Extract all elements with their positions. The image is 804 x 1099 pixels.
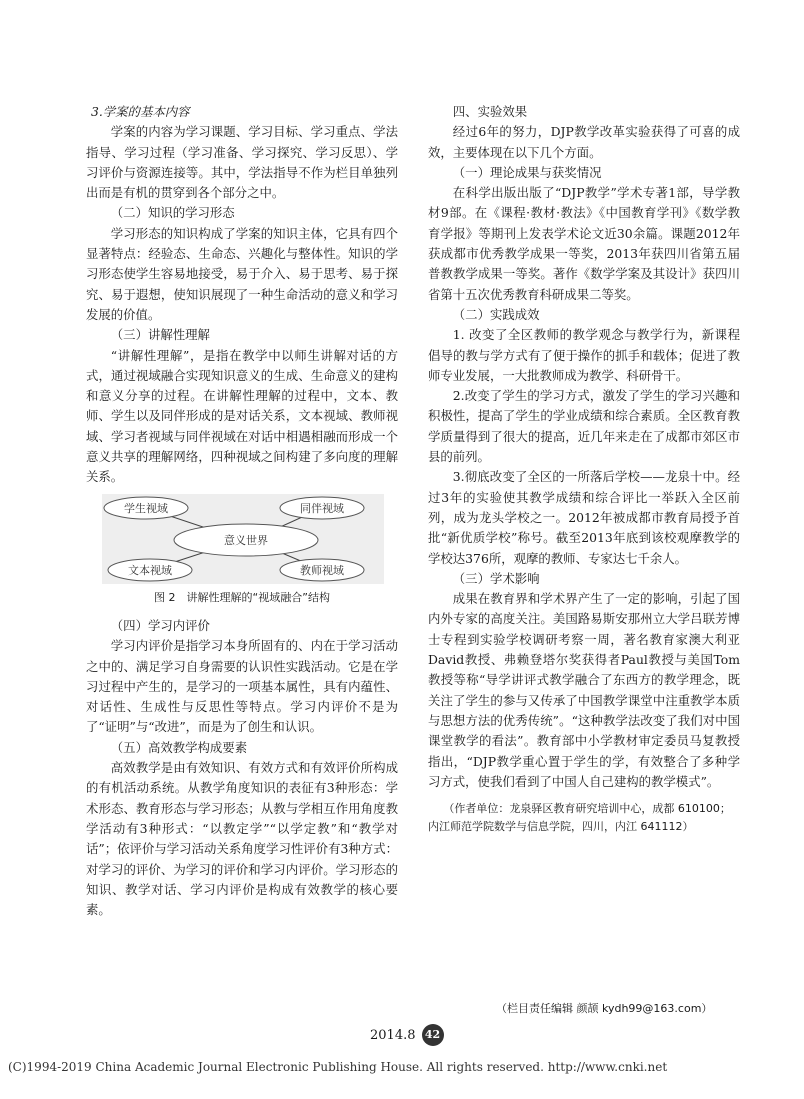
paragraph: 经过6年的努力，DJP教学改革实验获得了可喜的成效，主要体现在以下几个方面。 — [428, 124, 740, 160]
paragraph: 成果在教育界和学术界产生了一定的影响，引起了国内外专家的高度关注。美国路易斯安那州立大学吕联芳博士专程到实验学校调研考察一周，著名教育家澳大利亚David教授、弗赖登塔尔奖获得者Paul教授与美国Tom教授等称“导学讲评式教学融合了东西方的教学理念，既关注了学生的参与又传承了中国教学课堂中注重教学本质与思想方法的优秀传统”。“这种教学法改变了我们对中国课堂教学的看法”。教育部中小学教材审定委员马复教授指出，“DJP教学重心置于学生的学，有效整合了多种学习方式，使我们看到了中国人自己建构的教学模式”。 — [428, 591, 740, 789]
section-heading-4: 四、实验效果 — [452, 104, 528, 119]
horizon-fusion-diagram — [86, 494, 398, 584]
column-editor-note: （栏目责任编辑 颜颉 kydh99@163.com） — [496, 1002, 713, 1015]
author-affiliation-line1: （作者单位：龙泉驿区教育研究培训中心，成都 610100； — [443, 802, 731, 816]
page-footer — [370, 1024, 444, 1046]
left-column — [86, 102, 398, 920]
label-meaning-world: 意义世界 — [224, 533, 268, 547]
right-column — [428, 102, 740, 836]
label-text-horizon: 文本视域 — [128, 563, 172, 577]
paragraph: 学习内评价是指学习本身所固有的、内在于学习活动之中的、满足学习自身需要的认识性实践活动。它是在学习过程中产生的，是学习的一项基本属性，具有内蕴性、对话性、生成性与反思性等特点。学习内评价不是为了“证明”与“改进”，而是为了创生和认识。 — [86, 638, 398, 735]
section-heading-xueshu: （三）学术影响 — [452, 570, 540, 586]
paragraph: 3.彻底改变了全区的一所落后学校——龙泉十中。经过3年的实验使其教学成绩和综合评比一举跃入全区前列，成为龙头学校之一。2012年被成都市教育局授予首批“新优质学校”称号。截至2013年底到该校观摩教学的学校达376所，观摩的教师、专家达七千余人。 — [428, 469, 740, 566]
section-heading-lilun: （一）理论成果与获奖情况 — [452, 164, 602, 180]
paragraph: 学案的内容为学习课题、学习目标、学习重点、学法指导、学习过程（学习准备、学习探究、学习反思）、学习评价与资源连接等。其中，学法指导不作为栏目单独列出而是有机的贯穿到各个部分之中。 — [86, 124, 398, 201]
copyright-notice: (C)1994-2019 China Academic Journal Electronic Publishing House. All rights reserved. http://www.cnki.net — [8, 1060, 668, 1074]
page-number: 42 — [422, 1024, 444, 1046]
figure-caption: 图 2 讲解性理解的“视域融合”结构 — [154, 590, 330, 604]
author-affiliation-line2: 内江师范学院数学与信息学院，四川，内江 641112） — [428, 820, 694, 834]
paragraph: 在科学出版出版了“DJP教学”学术专著1部，导学教材9部。在《课程·教材·教法》《中国教育学刊》《数学教育学报》等期刊上发表学术论文近30余篇。课题2012年获成都市优秀教学成果一等奖，2013年获四川省第五届普教教学成果一等奖。著作《数学学案及其设计》获四川省第十五次优秀教育科研成果二等奖。 — [428, 185, 740, 302]
paragraph: 1. 改变了全区教师的教学观念与教学行为，新课程倡导的教与学方式有了便于操作的抓手和载体；促进了教师专业发展，一大批教师成为教学、科研骨干。 — [428, 327, 740, 383]
label-student-horizon: 学生视域 — [124, 501, 168, 515]
label-teacher-horizon: 教师视域 — [300, 563, 344, 577]
paragraph: 学习形态的知识构成了学案的知识主体，它具有四个显著特点：经验态、生命态、兴趣化与整体性。知识的学习形态使学生容易地接受，易于介入、易于思考、易于探究、易于遐想，使知识展现了一种生命活动的意义和学习发展的价值。 — [86, 225, 398, 322]
paragraph: 2.改变了学生的学习方式，激发了学生的学习兴趣和积极性，提高了学生的学业成绩和综合素质。全区教育教学质量得到了很大的提高，近几年来走在了成都市郊区市县的前列。 — [428, 388, 740, 465]
paragraph: 高效教学是由有效知识、有效方式和有效评价所构成的有机活动系统。从教学角度知识的表征有3种形态：学术形态、教育形态与学习形态；从教与学相互作用角度教学活动有3种形式：“以教定学”“以学定教”和“教学对话”；依评价与学习活动关系角度学习性评价有3种方式：对学习的评价、为学习的评价和学习内评价。学习形态的知识、教学对话、学习内评价是构成有效教学的核心要素。 — [86, 760, 398, 918]
section-heading-zhishi: （二）知识的学习形态 — [110, 205, 235, 221]
section-heading-jiangjie: （三）讲解性理解 — [110, 327, 210, 343]
issue-date: 2014.8 — [370, 1027, 416, 1043]
section-heading-3: 3.学案的基本内容 — [90, 104, 190, 119]
section-heading-gaoxiao: （五）高效教学构成要素 — [110, 739, 248, 755]
paragraph: “讲解性理解”，是指在教学中以师生讲解对话的方式，通过视域融合实现知识意义的生成、生命意义的建构和意义分享的过程。在讲解性理解的过程中，文本、教师、学生以及同伴形成的是对话关系，文本视域、教师视域、学习者视域与同伴视域在对话中相遇相融而形成一个意义共享的理解网络，四种视域之间构建了多向度的理解关系。 — [86, 347, 398, 485]
section-heading-neiping: （四）学习内评价 — [110, 617, 210, 633]
label-peer-horizon: 同伴视域 — [300, 501, 344, 515]
section-heading-shijian: （二）实践成效 — [452, 306, 540, 322]
figure-2-diagram — [86, 494, 398, 584]
